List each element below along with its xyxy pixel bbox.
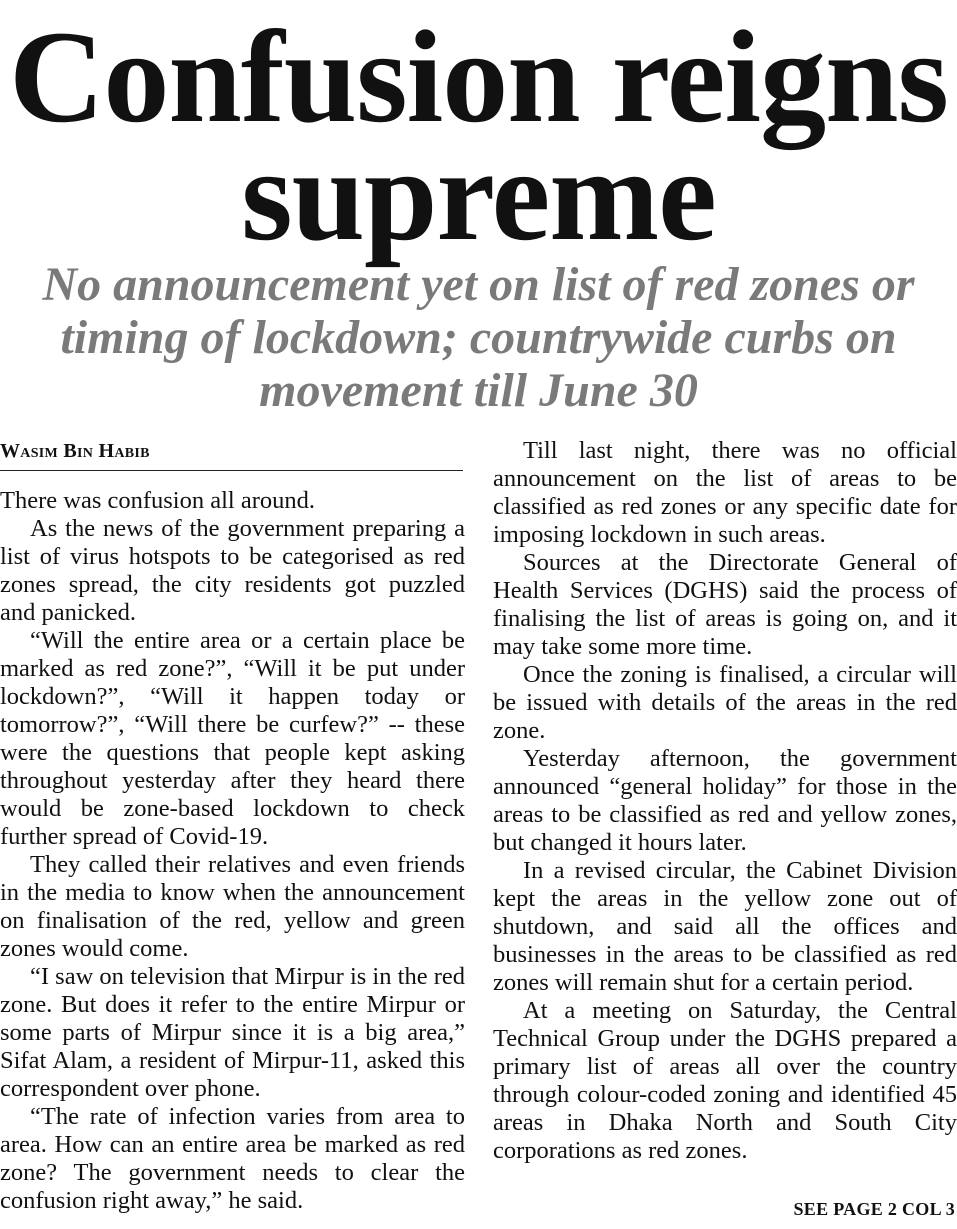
article-column-1 [0, 487, 465, 1215]
paragraph: Till last night, there was no official announcement on the list of areas to be classified as red zones or any specific date for imposing lockdown in such areas. [493, 437, 957, 548]
paragraph: There was confusion all around. [0, 487, 315, 514]
byline: Wasim Bin Habib [0, 440, 463, 471]
continuation-jump-line: SEE PAGE 2 COL 3 [793, 1199, 955, 1219]
paragraph: “Will the entire area or a certain place be marked as red zone?”, “Will it be put under lockdown?”, “Will it happen today or tomorrow?”, “Will there be curfew?” -- these were the questions that people kept asking throughout yesterday after they heard there would be zone-based lockdown to check further spread of Covid-19. [0, 627, 465, 850]
paragraph: Yesterday afternoon, the government announced “general holiday” for those in the areas to be classified as red and yellow zones, but changed it hours later. [493, 745, 957, 856]
article-column-2 [493, 437, 957, 1165]
paragraph: “I saw on television that Mirpur is in the red zone. But does it refer to the entire Mirpur or some parts of Mirpur since it is a big area,” Sifat Alam, a resident of Mirpur-11, asked this correspondent over phone. [0, 963, 465, 1102]
subheadline: No announcement yet on list of red zones or timing of lockdown; countrywide curbs on movement till June 30 [42, 258, 915, 417]
paragraph: Once the zoning is finalised, a circular will be issued with details of the areas in the red zone. [493, 661, 957, 744]
headline: Confusion reigns supreme [9, 3, 948, 268]
paragraph: In a revised circular, the Cabinet Division kept the areas in the yellow zone out of shutdown, and said all the offices and businesses in the areas to be classified as red zones will remain shut for a certain period. [493, 857, 957, 996]
paragraph: Sources at the Directorate General of Health Services (DGHS) said the process of finalising the list of areas is going on, and it may take some more time. [493, 549, 957, 660]
paragraph: As the news of the government preparing a list of virus hotspots to be categorised as red zones spread, the city residents got puzzled and panicked. [0, 515, 465, 626]
paragraph: At a meeting on Saturday, the Central Technical Group under the DGHS prepared a primary list of areas all over the country through colour-coded zoning and identified 45 areas in Dhaka North and South City corporations as red zones. [493, 997, 957, 1164]
paragraph: They called their relatives and even friends in the media to know when the announcement on finalisation of the red, yellow and green zones would come. [0, 851, 465, 962]
paragraph: “The rate of infection varies from area to area. How can an entire area be marked as red zone? The government needs to clear the confusion right away,” he said. [0, 1103, 465, 1214]
